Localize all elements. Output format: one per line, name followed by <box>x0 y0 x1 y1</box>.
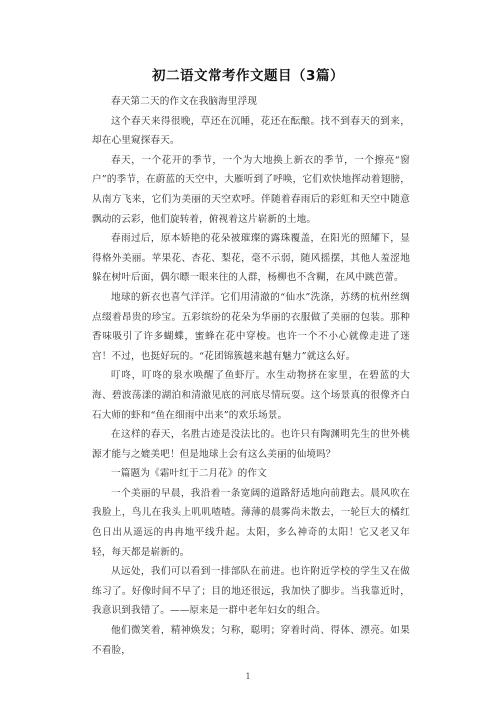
document-body <box>92 92 410 660</box>
paragraph: 春雨过后，原本娇艳的花朵被璀璨的露珠覆盖，在阳光的照耀下，显得格外美丽。苹果花、杏花、梨花，毫不示弱，随风摇摆，其他人羞涩地躲在树叶后面，偶尔瞟一眼来往的人群，杨柳也不含糊，在风中跳芭蕾。 <box>92 233 410 284</box>
paragraph: 春天第二天的作文在我脑海里浮现 <box>111 96 258 107</box>
paragraph: 春天，一个花开的季节，一个为大地换上新衣的季节，一个擦亮“窗户”的季节，在蔚蓝的天空中，大雁听到了呼唤，它们欢快地挥动着翅膀，从南方飞来，它们为美丽的天空欢呼。伴随着春雨后的彩虹和天空中随意飘动的云彩，他们旋转着，俯视着这片崭新的土地。 <box>92 154 410 225</box>
document-title: 初二语文常考作文题目（3篇） <box>152 68 344 84</box>
paragraph: 他们微笑着，精神焕发；匀称，聪明；穿着时尚、得体、漂亮。如果不看脸， <box>92 625 410 656</box>
paragraph: 一个美丽的早晨，我沿着一条宽阔的道路舒适地向前跑去。晨风吹在我脸上，鸟儿在我头上叽叽喳喳。薄薄的晨雾尚未散去，一轮巨大的橘红色日出从遥远的冉冉地平线升起。太阳，多么神奇的太阳！它又老又年轻，每天都是崭新的。 <box>92 487 410 558</box>
paragraph: 地球的新衣也喜气洋洋。它们用清澈的“仙水”洗涤，苏绣的杭州丝绸点缀着昂贵的珍宝。五彩缤纷的花朵为华丽的衣服做了美丽的包装。那种香味吸引了许多蝴蝶，蜜蜂在花中穿梭。也许一个不小心就像走进了迷宫！不过，也挺好玩的。“花团锦簇越来越有魅力”就这么好。 <box>92 291 410 362</box>
page-number: 1 <box>245 672 251 681</box>
paragraph: 在这样的春天，名胜古迹是没法比的。也许只有陶渊明先生的世外桃源才能与之媲美吧！但是地球上会有这么美丽的仙境吗？ <box>92 429 410 460</box>
paragraph: 叮咚，叮咚的泉水唤醒了鱼虾厅。水生动物挤在家里，在碧蓝的大海、碧波荡漾的湖泊和清澈见底的河底尽情玩耍。这个场景真的很像齐白石大师的虾和“鱼在细雨中出来”的欢乐场景。 <box>92 370 410 421</box>
paragraph: 这个春天来得很晚，草还在沉睡，花还在酝酿。找不到春天的到来，却在心里窥探春天。 <box>92 115 410 147</box>
paragraph: 从远处，我们可以看到一排部队在前进。也许附近学校的学生又在做练习了。好像时间不早了；目的地还很远，我加快了脚步。当我靠近时，我意识到我错了。——原来是一群中老年妇女的组合。 <box>92 566 410 617</box>
paragraph: 一篇题为《霜叶红于二月花》的作文 <box>111 468 267 480</box>
